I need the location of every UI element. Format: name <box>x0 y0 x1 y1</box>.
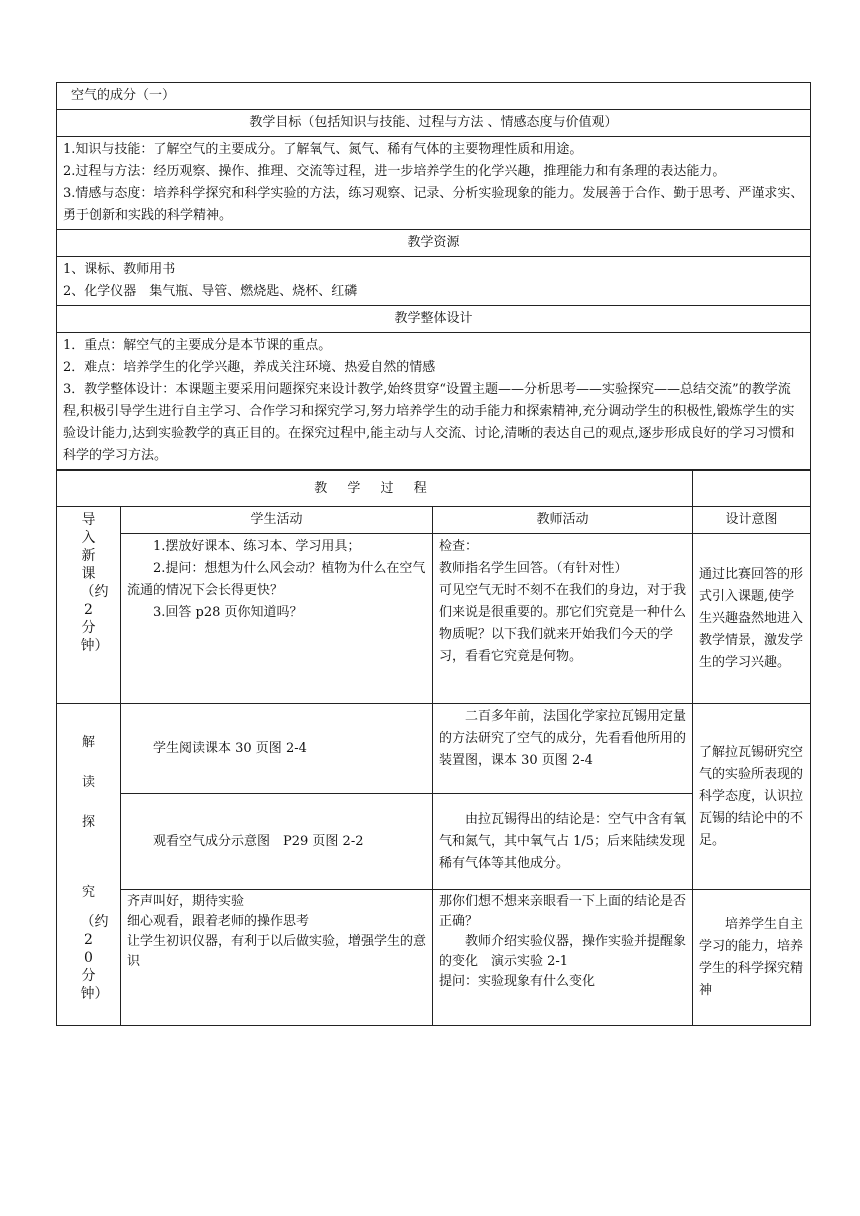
lesson-plan-document <box>56 82 810 1026</box>
explore-design-intent-2: 培养学生自主学习的能力，培养学生的科学探究精神 <box>693 890 811 1026</box>
lesson-title: 空气的成分（一） <box>57 83 811 110</box>
goals-header: 教学目标（包括知识与技能、过程与方法 、情感态度与价值观） <box>57 110 811 137</box>
explore-student-experiment: 齐声叫好，期待实验 细心观看，跟着老师的操作思考 让学生初识仪器，有利于以后做实验，增强学生的意识 <box>121 890 433 1026</box>
design-item: 2．难点：培养学生的化学兴趣，养成关注环境、热爱自然的情感 <box>63 360 436 375</box>
goal-item: 2.过程与方法：经历观察、操作、推理、交流等过程，进一步培养学生的化学兴趣，推理能力和有条理的表达能力。 <box>63 164 726 179</box>
resources-header: 教学资源 <box>57 230 811 257</box>
design-item: 3．教学整体设计：本课题主要采用问题探究来设计教学,始终贯穿“设置主题——分析思考——实验探究——总结交流”的教学流程,积极引导学生进行自主学习、合作学习和探究学习,努力培养学生的动手能力和探索精神,充分调动学生的积极性,锻炼学生的实验设计能力,达到实验教学的真正目的。在探究过程中,能主动与人交流、讨论,清晰的表达自己的观点,逐步形成良好的学习习惯和科学的学习方法。 <box>63 382 795 463</box>
intro-teacher-activity: 检查： 教师指名学生回答。（有针对性） 可见空气无时不刻不在我们的身边，对于我们来说是很重要的。那它们究竟是一种什么物质呢？以下我们就来开始我们今天的学习，看看它究竟是何物。 <box>433 534 693 704</box>
goal-item: 1.知识与技能：了解空气的主要成分。了解氧气、氮气、稀有气体的主要物理性质和用途。 <box>63 142 583 157</box>
explore-student-watch: 观看空气成分示意图 P29 页图 2-2 <box>121 794 433 890</box>
col-design-intent: 设计意图 <box>693 507 811 534</box>
explore-student-read: 学生阅读课本 30 页图 2-4 <box>121 704 433 794</box>
design-header: 教学整体设计 <box>57 306 811 333</box>
lesson-info-table <box>56 82 811 470</box>
process-header: 教 学 过 程 <box>57 471 693 507</box>
goals-content <box>57 137 811 230</box>
explore-teacher-experiment: 那你们想不想来亲眼看一下上面的结论是否正确？ 教师介绍实验仪器，操作实验并提醒象的变化 演示实验 2-1 提问：实验现象有什么变化 <box>433 890 693 1026</box>
stage-explore-label: 解 读 探 究 （约20分钟） <box>57 704 121 1026</box>
goal-item: 3.情感与态度：培养科学探究和科学实验的方法，练习观察、记录、分析实验现象的能力。发展善于合作、勤于思考、严谨求实、勇于创新和实践的科学精神。 <box>63 186 804 223</box>
explore-teacher-conclusion: 由拉瓦锡得出的结论是：空气中含有氧气和氮气，其中氧气占 1/5；后来陆续发现稀有气体等其他成分。 <box>433 794 693 890</box>
resource-item: 2、化学仪器 集气瓶、导管、燃烧匙、烧杯、红磷 <box>63 284 358 299</box>
design-item: 1．重点：解空气的主要成分是本节课的重点。 <box>63 338 332 353</box>
explore-design-intent-1: 了解拉瓦锡研究空气的实验所表现的科学态度，认识拉瓦锡的结论中的不足。 <box>693 704 811 890</box>
intro-student-activity: 1.摆放好课本、练习本、学习用具； 2.提问：想想为什么风会动？植物为什么在空气流通的情况下会长得更快？ 3.回答 p28 页你知道吗？ <box>121 534 433 704</box>
col-student-activity: 学生活动 <box>121 507 433 534</box>
process-header-blank <box>693 471 811 507</box>
intro-design-intent: 通过比赛回答的形式引入课题,使学生兴趣盎然地进入教学情景，激发学生的学习兴趣。 <box>693 534 811 704</box>
design-content <box>57 333 811 470</box>
resources-content <box>57 257 811 306</box>
resource-item: 1、课标、教师用书 <box>63 262 176 277</box>
col-teacher-activity: 教师活动 <box>433 507 693 534</box>
teaching-process-table <box>56 470 811 1026</box>
stage-intro-label: 导入新课（约2分钟） <box>57 507 121 704</box>
explore-teacher-lavoisier: 二百多年前，法国化学家拉瓦锡用定量的方法研究了空气的成分，先看看他所用的装置图，课本 30 页图 2-4 <box>433 704 693 794</box>
